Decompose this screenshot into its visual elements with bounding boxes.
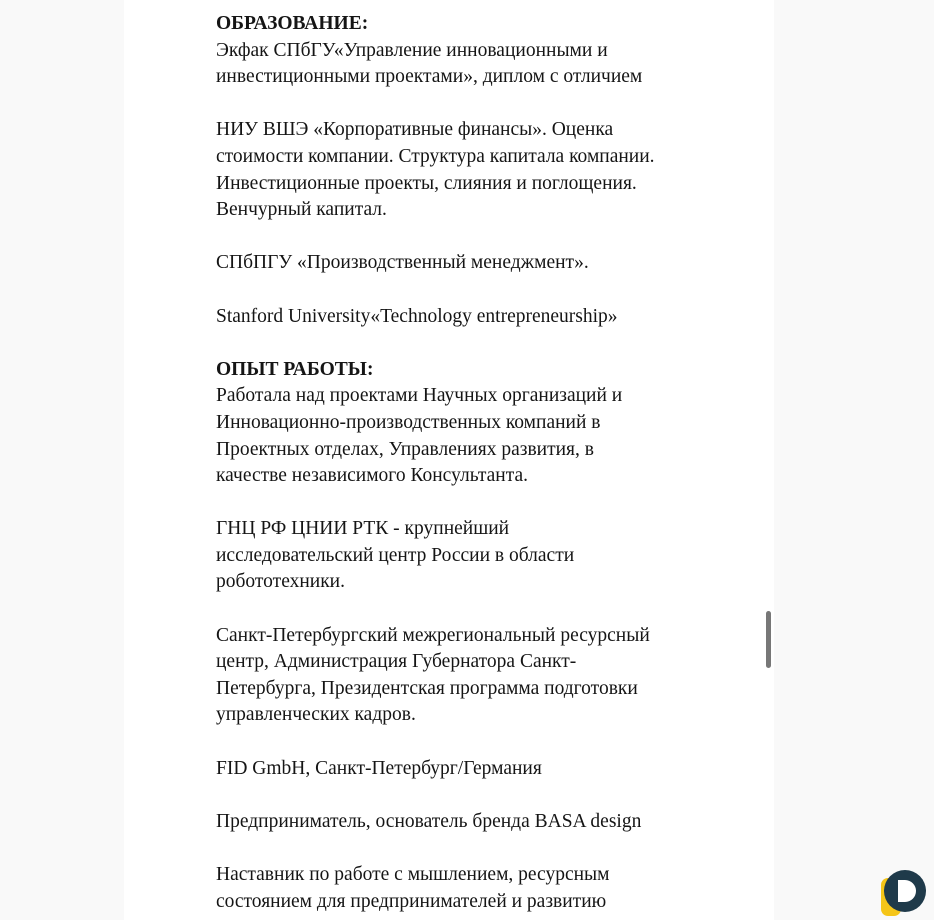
experience-heading: ОПЫТ РАБОТЫ:: [216, 358, 374, 380]
experience-item: Работала над проектами Научных организаций и Инновационно-производственных компаний в Проектных отделах, Управлениях развития, в качестве независимого Консультанта.: [216, 385, 623, 487]
brand-logo-icon[interactable]: [878, 864, 932, 918]
experience-item: FID GmbH, Санкт-Петербург/Германия: [216, 757, 542, 779]
document-content: [216, 11, 736, 915]
education-item: СПбПГУ «Производственный менеджмент».: [216, 252, 589, 274]
experience-item: Наставник по работе с мышлением, ресурсным состоянием для предпринимателей и развитию: [216, 864, 610, 912]
experience-item: Предприниматель, основатель бренда BASA design: [216, 810, 642, 832]
education-item: НИУ ВШЭ «Корпоративные финансы». Оценка стоимости компании. Структура капитала компании. Инвестиционные проекты, слияния и поглощения. Венчурный капитал.: [216, 119, 655, 221]
experience-item: ГНЦ РФ ЦНИИ РТК - крупнейший исследовательский центр России в области робототехники.: [216, 518, 575, 593]
education-heading: ОБРАЗОВАНИЕ:: [216, 13, 369, 34]
education-item: Stanford University«Technology entrepreneurship»: [216, 305, 618, 327]
vertical-scrollbar-thumb[interactable]: [766, 611, 771, 668]
experience-item: Санкт-Петербургский межрегиональный ресурсный центр, Администрация Губернатора Санкт- Петербурга, Президентская программа подготовки управленческих кадров.: [216, 624, 650, 726]
education-item: Экфак СПбГУ«Управление инновационными и инвестиционными проектами», диплом с отличием: [216, 39, 643, 88]
